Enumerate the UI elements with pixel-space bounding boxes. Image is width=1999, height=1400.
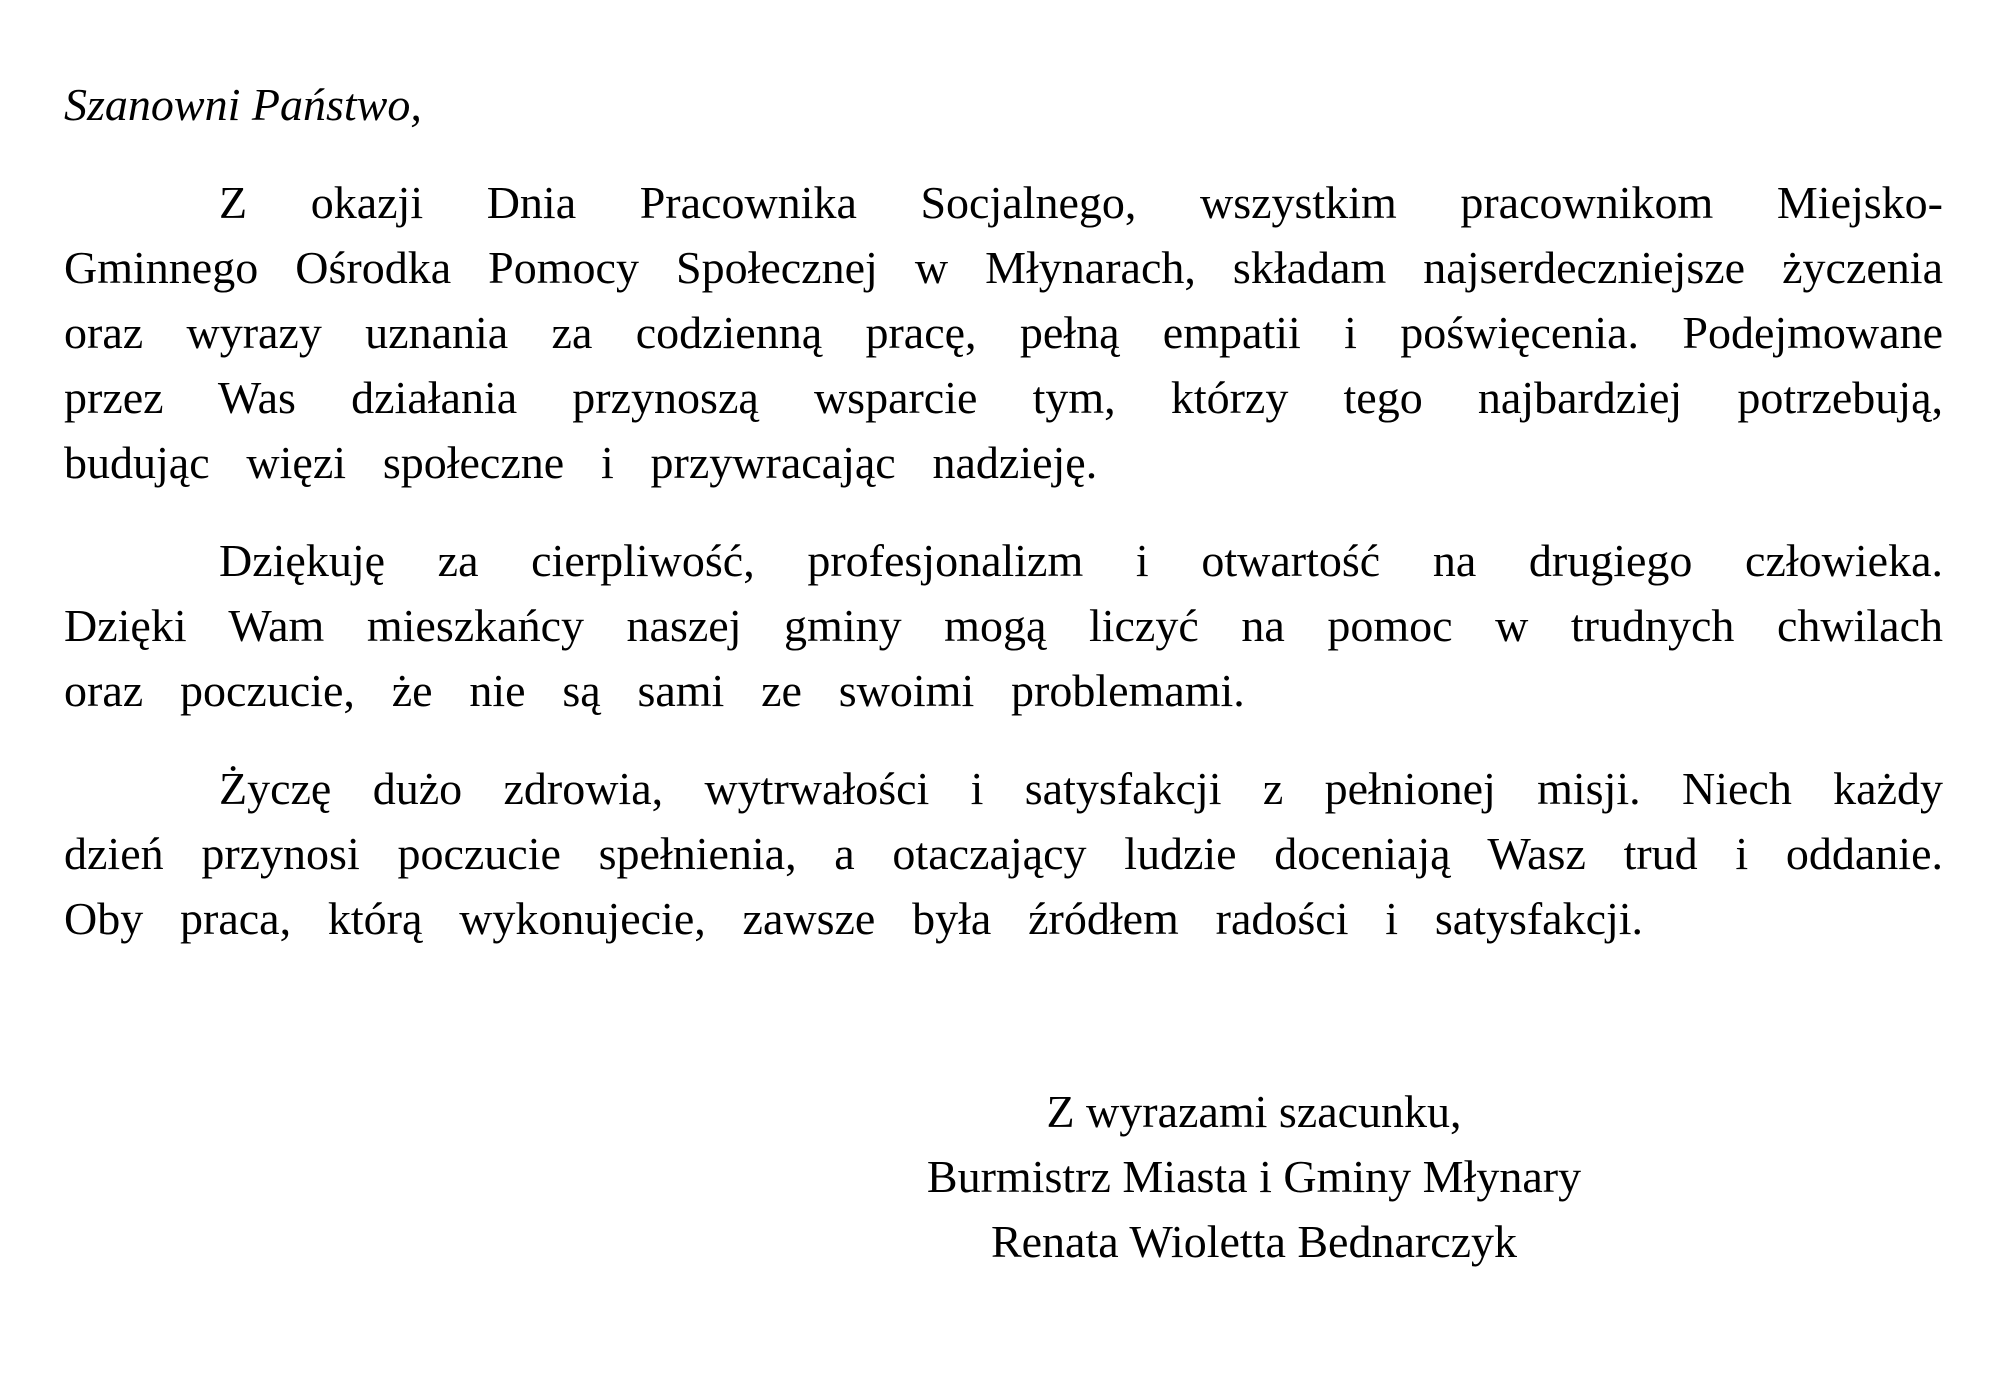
signer-title: Burmistrz Miasta i Gminy Młynary (926, 1151, 1582, 1202)
salutation: Szanowni Państwo, (64, 79, 422, 130)
closing-respect-line: Z wyrazami szacunku, (1046, 1086, 1462, 1137)
paragraph-wishes: Z okazji Dnia Pracownika Socjalnego, wszystkim pracownikom Miejsko-Gminnego Ośrodka Pomocy Społecznej w Młynarach, składam najserdeczniejsze życzenia oraz wyrazy uznania za codzienną pracę, pełną empatii i poświęcenia. Podejmowane przez Was działania przynoszą wsparcie tym, którzy tego najbardziej potrzebują, budując więzi społeczne i przywracając nadzieję. (64, 177, 1943, 488)
paragraph-health-wishes: Życzę dużo zdrowia, wytrwałości i satysfakcji z pełnionej misji. Niech każdy dzień przynosi poczucie spełnienia, a otaczający ludzie doceniają Wasz trud i oddanie. Oby praca, którą wykonujecie, zawsze była źródłem radości i satysfakcji. (64, 763, 1943, 944)
signature-block (864, 1079, 1644, 1274)
paragraph-thanks: Dziękuję za cierpliwość, profesjonalizm i otwartość na drugiego człowieka. Dzięki Wam mieszkańcy naszej gminy mogą liczyć na pomoc w trudnych chwilach oraz poczucie, że nie są sami ze swoimi problemami. (64, 535, 1943, 716)
signer-name: Renata Wioletta Bednarczyk (990, 1216, 1518, 1267)
